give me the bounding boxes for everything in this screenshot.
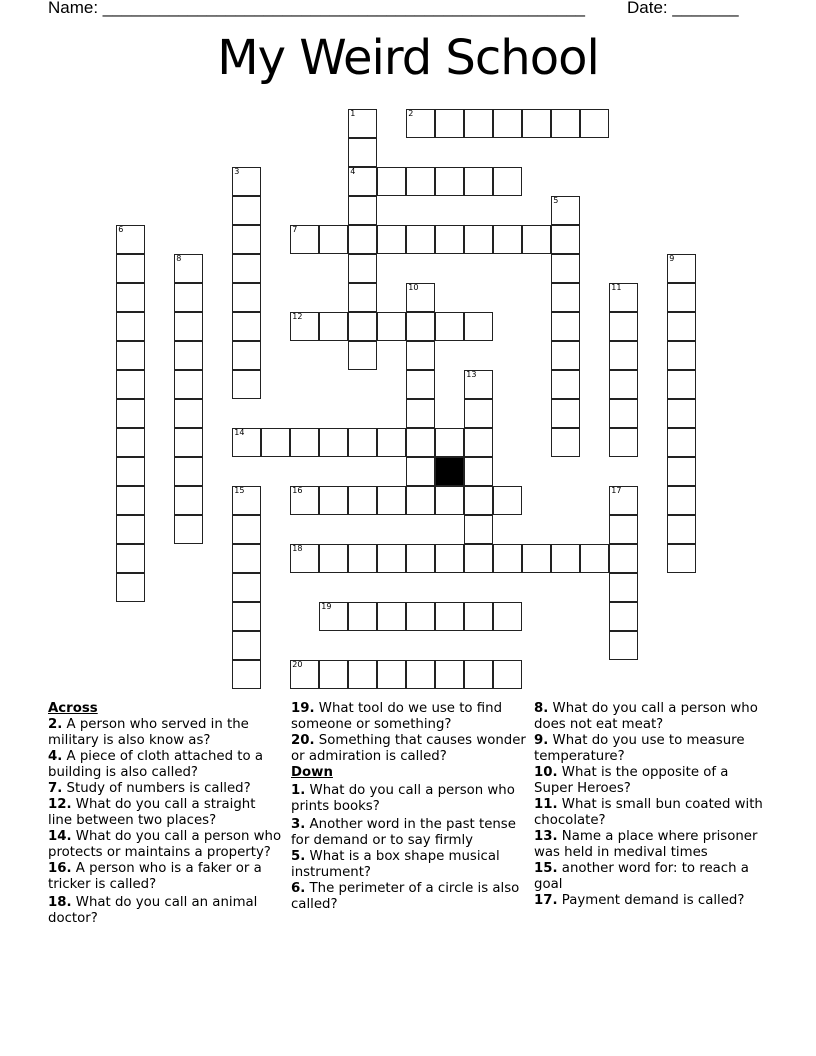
clue-number: 5. bbox=[291, 849, 306, 864]
clue-down-6 bbox=[291, 881, 526, 913]
grid-cell[interactable] bbox=[551, 370, 580, 399]
cell-number: 15 bbox=[234, 486, 245, 496]
grid-cell[interactable] bbox=[348, 341, 377, 370]
grid-cell[interactable] bbox=[464, 660, 493, 689]
grid-cell[interactable] bbox=[348, 486, 377, 515]
grid-cell[interactable] bbox=[174, 312, 203, 341]
grid-cell[interactable] bbox=[261, 428, 290, 457]
grid-cell[interactable] bbox=[493, 167, 522, 196]
grid-cell[interactable] bbox=[522, 225, 551, 254]
grid-cell[interactable] bbox=[406, 660, 435, 689]
grid-cell[interactable] bbox=[116, 457, 145, 486]
grid-cell[interactable] bbox=[464, 225, 493, 254]
grid-cell[interactable] bbox=[406, 283, 435, 312]
grid-cell[interactable] bbox=[406, 399, 435, 428]
clue-number: 11. bbox=[534, 797, 558, 812]
grid-cell[interactable] bbox=[609, 602, 638, 631]
clue-number: 14. bbox=[48, 829, 72, 844]
grid-cell[interactable] bbox=[609, 573, 638, 602]
date-field: Date: _______ bbox=[627, 0, 739, 17]
grid-cell[interactable] bbox=[319, 660, 348, 689]
clue-across-4 bbox=[48, 749, 283, 781]
grid-cell[interactable] bbox=[464, 515, 493, 544]
grid-cell[interactable] bbox=[667, 254, 696, 283]
grid-cell[interactable] bbox=[319, 486, 348, 515]
grid-cell[interactable] bbox=[464, 457, 493, 486]
grid-cell[interactable] bbox=[406, 225, 435, 254]
grid-cell[interactable] bbox=[348, 254, 377, 283]
cell-number: 2 bbox=[408, 109, 414, 119]
clue-number: 13. bbox=[534, 829, 558, 844]
clue-down-15 bbox=[534, 861, 769, 893]
grid-cell[interactable] bbox=[435, 602, 464, 631]
clue-number: 15. bbox=[534, 861, 558, 876]
cell-number: 1 bbox=[350, 109, 356, 119]
grid-cell[interactable] bbox=[406, 428, 435, 457]
grid-cell[interactable] bbox=[435, 660, 464, 689]
grid-cell[interactable] bbox=[348, 167, 377, 196]
clue-across-12 bbox=[48, 797, 283, 829]
cell-number: 19 bbox=[321, 602, 332, 612]
clue-number: 3. bbox=[291, 817, 306, 832]
black-cell bbox=[435, 457, 464, 486]
grid-cell[interactable] bbox=[290, 312, 319, 341]
grid-cell[interactable] bbox=[116, 428, 145, 457]
grid-cell[interactable] bbox=[435, 312, 464, 341]
grid-cell[interactable] bbox=[551, 341, 580, 370]
across-heading: Across bbox=[48, 701, 98, 716]
clue-text: The perimeter of a circle is also called? bbox=[291, 881, 520, 912]
grid-cell[interactable] bbox=[406, 312, 435, 341]
grid-cell[interactable] bbox=[435, 225, 464, 254]
grid-cell[interactable] bbox=[319, 428, 348, 457]
clue-down-1 bbox=[291, 783, 526, 815]
grid-cell[interactable] bbox=[406, 457, 435, 486]
clue-across-19 bbox=[291, 701, 526, 733]
grid-cell[interactable] bbox=[232, 515, 261, 544]
grid-cell[interactable] bbox=[609, 428, 638, 457]
grid-cell[interactable] bbox=[116, 370, 145, 399]
grid-cell[interactable] bbox=[174, 515, 203, 544]
clue-across-14 bbox=[48, 829, 283, 861]
grid-cell[interactable] bbox=[667, 544, 696, 573]
grid-cell[interactable] bbox=[377, 428, 406, 457]
grid-cell[interactable] bbox=[290, 486, 319, 515]
clue-text: What is a box shape musical instrument? bbox=[291, 849, 500, 880]
clue-text: What do you call a straight line between two places? bbox=[48, 797, 256, 828]
grid-cell[interactable] bbox=[232, 254, 261, 283]
grid-cell[interactable] bbox=[116, 486, 145, 515]
grid-cell[interactable] bbox=[116, 544, 145, 573]
grid-cell[interactable] bbox=[348, 196, 377, 225]
grid-cell[interactable] bbox=[232, 283, 261, 312]
grid-cell[interactable] bbox=[609, 399, 638, 428]
grid-cell[interactable] bbox=[435, 428, 464, 457]
grid-cell[interactable] bbox=[667, 515, 696, 544]
grid-cell[interactable] bbox=[406, 370, 435, 399]
clue-down-13 bbox=[534, 829, 769, 861]
cell-number: 16 bbox=[292, 486, 303, 496]
grid-cell[interactable] bbox=[609, 341, 638, 370]
grid-cell[interactable] bbox=[464, 399, 493, 428]
grid-cell[interactable] bbox=[464, 602, 493, 631]
grid-cell[interactable] bbox=[290, 660, 319, 689]
clue-number: 8. bbox=[534, 701, 549, 716]
grid-cell[interactable] bbox=[551, 544, 580, 573]
grid-cell[interactable] bbox=[551, 109, 580, 138]
grid-cell[interactable] bbox=[377, 167, 406, 196]
grid-cell[interactable] bbox=[406, 602, 435, 631]
grid-cell[interactable] bbox=[551, 196, 580, 225]
grid-cell[interactable] bbox=[551, 283, 580, 312]
grid-cell[interactable] bbox=[580, 109, 609, 138]
grid-cell[interactable] bbox=[348, 428, 377, 457]
grid-cell[interactable] bbox=[232, 167, 261, 196]
clue-number: 17. bbox=[534, 893, 558, 908]
grid-cell[interactable] bbox=[348, 225, 377, 254]
grid-cell[interactable] bbox=[609, 370, 638, 399]
grid-cell[interactable] bbox=[116, 283, 145, 312]
grid-cell[interactable] bbox=[174, 283, 203, 312]
page-title: My Weird School bbox=[217, 30, 599, 86]
clues-column-2 bbox=[291, 701, 526, 913]
cell-number: 6 bbox=[118, 225, 124, 235]
grid-cell[interactable] bbox=[174, 428, 203, 457]
grid-cell[interactable] bbox=[667, 428, 696, 457]
grid-cell[interactable] bbox=[348, 660, 377, 689]
grid-cell[interactable] bbox=[348, 602, 377, 631]
cell-number: 13 bbox=[466, 370, 477, 380]
grid-cell[interactable] bbox=[232, 631, 261, 660]
clue-text: What do you call a person who protects or maintains a property? bbox=[48, 829, 282, 860]
clue-number: 2. bbox=[48, 717, 63, 732]
clue-down-3 bbox=[291, 817, 526, 849]
grid-cell[interactable] bbox=[464, 486, 493, 515]
grid-cell[interactable] bbox=[493, 602, 522, 631]
grid-cell[interactable] bbox=[290, 428, 319, 457]
grid-cell[interactable] bbox=[348, 138, 377, 167]
grid-cell[interactable] bbox=[232, 225, 261, 254]
clue-text: What is small bun coated with chocolate? bbox=[534, 797, 763, 828]
grid-cell[interactable] bbox=[232, 312, 261, 341]
grid-cell[interactable] bbox=[464, 370, 493, 399]
clue-text: What tool do we use to find someone or something? bbox=[291, 701, 503, 732]
clue-down-8 bbox=[534, 701, 769, 733]
grid-cell[interactable] bbox=[551, 254, 580, 283]
grid-cell[interactable] bbox=[232, 428, 261, 457]
grid-cell[interactable] bbox=[232, 660, 261, 689]
clue-across-7 bbox=[48, 781, 283, 797]
grid-cell[interactable] bbox=[667, 457, 696, 486]
cell-number: 3 bbox=[234, 167, 240, 177]
grid-cell[interactable] bbox=[609, 283, 638, 312]
grid-cell[interactable] bbox=[493, 660, 522, 689]
grid-cell[interactable] bbox=[232, 486, 261, 515]
grid-cell[interactable] bbox=[319, 544, 348, 573]
clue-down-17 bbox=[534, 893, 769, 909]
grid-cell[interactable] bbox=[667, 486, 696, 515]
grid-cell[interactable] bbox=[667, 370, 696, 399]
grid-cell[interactable] bbox=[493, 544, 522, 573]
grid-cell[interactable] bbox=[406, 486, 435, 515]
grid-cell[interactable] bbox=[174, 399, 203, 428]
grid-cell[interactable] bbox=[435, 167, 464, 196]
cell-number: 10 bbox=[408, 283, 419, 293]
grid-cell[interactable] bbox=[609, 631, 638, 660]
grid-cell[interactable] bbox=[348, 312, 377, 341]
grid-cell[interactable] bbox=[232, 196, 261, 225]
grid-cell[interactable] bbox=[348, 283, 377, 312]
grid-cell[interactable] bbox=[551, 399, 580, 428]
grid-cell[interactable] bbox=[435, 544, 464, 573]
clue-text: What do you call a person who prints books? bbox=[291, 783, 515, 814]
clue-number: 19. bbox=[291, 701, 315, 716]
grid-cell[interactable] bbox=[464, 109, 493, 138]
grid-cell[interactable] bbox=[667, 341, 696, 370]
grid-cell[interactable] bbox=[116, 225, 145, 254]
grid-cell[interactable] bbox=[667, 312, 696, 341]
grid-cell[interactable] bbox=[493, 486, 522, 515]
clue-number: 7. bbox=[48, 781, 63, 796]
cell-number: 4 bbox=[350, 167, 356, 177]
clue-down-10 bbox=[534, 765, 769, 797]
grid-cell[interactable] bbox=[377, 486, 406, 515]
grid-cell[interactable] bbox=[406, 341, 435, 370]
clue-text: What do you use to measure temperature? bbox=[534, 733, 745, 764]
clue-down-11 bbox=[534, 797, 769, 829]
clues-column-3 bbox=[534, 701, 769, 909]
cell-number: 14 bbox=[234, 428, 245, 438]
grid-cell[interactable] bbox=[609, 515, 638, 544]
clue-text: Name a place where prisoner was held in medival times bbox=[534, 829, 758, 860]
clue-number: 16. bbox=[48, 861, 72, 876]
grid-cell[interactable] bbox=[435, 486, 464, 515]
cell-number: 9 bbox=[669, 254, 675, 264]
grid-cell[interactable] bbox=[116, 254, 145, 283]
grid-cell[interactable] bbox=[522, 109, 551, 138]
grid-cell[interactable] bbox=[493, 109, 522, 138]
grid-cell[interactable] bbox=[464, 167, 493, 196]
grid-cell[interactable] bbox=[174, 254, 203, 283]
grid-cell[interactable] bbox=[319, 225, 348, 254]
grid-cell[interactable] bbox=[174, 370, 203, 399]
cell-number: 12 bbox=[292, 312, 303, 322]
clue-text: Another word in the past tense for demand or to say firmly bbox=[291, 817, 516, 848]
grid-cell[interactable] bbox=[116, 573, 145, 602]
clues-column-1 bbox=[48, 701, 283, 927]
grid-cell[interactable] bbox=[464, 312, 493, 341]
grid-cell[interactable] bbox=[406, 167, 435, 196]
clue-text: Something that causes wonder or admiration is called? bbox=[291, 733, 526, 764]
grid-cell[interactable] bbox=[377, 544, 406, 573]
grid-cell[interactable] bbox=[116, 399, 145, 428]
clue-across-2 bbox=[48, 717, 283, 749]
clue-text: A person who served in the military is also know as? bbox=[48, 717, 249, 748]
cell-number: 18 bbox=[292, 544, 303, 554]
clue-number: 9. bbox=[534, 733, 549, 748]
grid-cell[interactable] bbox=[232, 370, 261, 399]
grid-cell[interactable] bbox=[116, 312, 145, 341]
grid-cell[interactable] bbox=[667, 283, 696, 312]
grid-cell[interactable] bbox=[232, 573, 261, 602]
grid-cell[interactable] bbox=[522, 544, 551, 573]
grid-cell[interactable] bbox=[174, 457, 203, 486]
clue-text: A person who is a faker or a tricker is called? bbox=[48, 861, 262, 892]
grid-cell[interactable] bbox=[551, 225, 580, 254]
clue-number: 4. bbox=[48, 749, 63, 764]
grid-cell[interactable] bbox=[319, 312, 348, 341]
cell-number: 5 bbox=[553, 196, 559, 206]
cell-number: 20 bbox=[292, 660, 303, 670]
grid-cell[interactable] bbox=[377, 602, 406, 631]
grid-cell[interactable] bbox=[464, 544, 493, 573]
clue-number: 18. bbox=[48, 895, 72, 910]
grid-cell[interactable] bbox=[116, 515, 145, 544]
clue-text: A piece of cloth attached to a building is also called? bbox=[48, 749, 263, 780]
clue-number: 1. bbox=[291, 783, 306, 798]
grid-cell[interactable] bbox=[435, 109, 464, 138]
clue-number: 6. bbox=[291, 881, 306, 896]
grid-cell[interactable] bbox=[667, 399, 696, 428]
clue-number: 12. bbox=[48, 797, 72, 812]
grid-cell[interactable] bbox=[551, 312, 580, 341]
grid-cell[interactable] bbox=[580, 544, 609, 573]
grid-cell[interactable] bbox=[609, 544, 638, 573]
grid-cell[interactable] bbox=[406, 544, 435, 573]
cell-number: 17 bbox=[611, 486, 622, 496]
clue-number: 20. bbox=[291, 733, 315, 748]
grid-cell[interactable] bbox=[406, 109, 435, 138]
grid-cell[interactable] bbox=[493, 225, 522, 254]
grid-cell[interactable] bbox=[464, 428, 493, 457]
grid-cell[interactable] bbox=[174, 486, 203, 515]
clue-number: 10. bbox=[534, 765, 558, 780]
grid-cell[interactable] bbox=[232, 341, 261, 370]
cell-number: 11 bbox=[611, 283, 622, 293]
name-field: Name: ___________________________________________________ bbox=[48, 0, 585, 17]
clue-text: What do you call an animal doctor? bbox=[48, 895, 258, 926]
grid-cell[interactable] bbox=[116, 341, 145, 370]
clue-text: Study of numbers is called? bbox=[66, 781, 251, 796]
cell-number: 7 bbox=[292, 225, 298, 235]
clue-down-9 bbox=[534, 733, 769, 765]
grid-cell[interactable] bbox=[551, 428, 580, 457]
clue-text: another word for: to reach a goal bbox=[534, 861, 749, 892]
grid-cell[interactable] bbox=[290, 544, 319, 573]
clue-across-20 bbox=[291, 733, 526, 765]
grid-cell[interactable] bbox=[232, 544, 261, 573]
grid-cell[interactable] bbox=[319, 602, 348, 631]
grid-cell[interactable] bbox=[377, 660, 406, 689]
grid-cell[interactable] bbox=[609, 486, 638, 515]
down-heading: Down bbox=[291, 765, 333, 780]
clue-across-18 bbox=[48, 895, 283, 927]
grid-cell[interactable] bbox=[290, 225, 319, 254]
grid-cell[interactable] bbox=[348, 109, 377, 138]
grid-cell[interactable] bbox=[377, 312, 406, 341]
grid-cell[interactable] bbox=[377, 225, 406, 254]
clue-text: What is the opposite of a Super Heroes? bbox=[534, 765, 729, 796]
grid-cell[interactable] bbox=[348, 544, 377, 573]
clue-down-5 bbox=[291, 849, 526, 881]
clue-across-16 bbox=[48, 861, 283, 893]
grid-cell[interactable] bbox=[609, 312, 638, 341]
clue-text: What do you call a person who does not eat meat? bbox=[534, 701, 758, 732]
grid-cell[interactable] bbox=[174, 341, 203, 370]
grid-cell[interactable] bbox=[232, 602, 261, 631]
clue-text: Payment demand is called? bbox=[561, 893, 745, 908]
cell-number: 8 bbox=[176, 254, 182, 264]
